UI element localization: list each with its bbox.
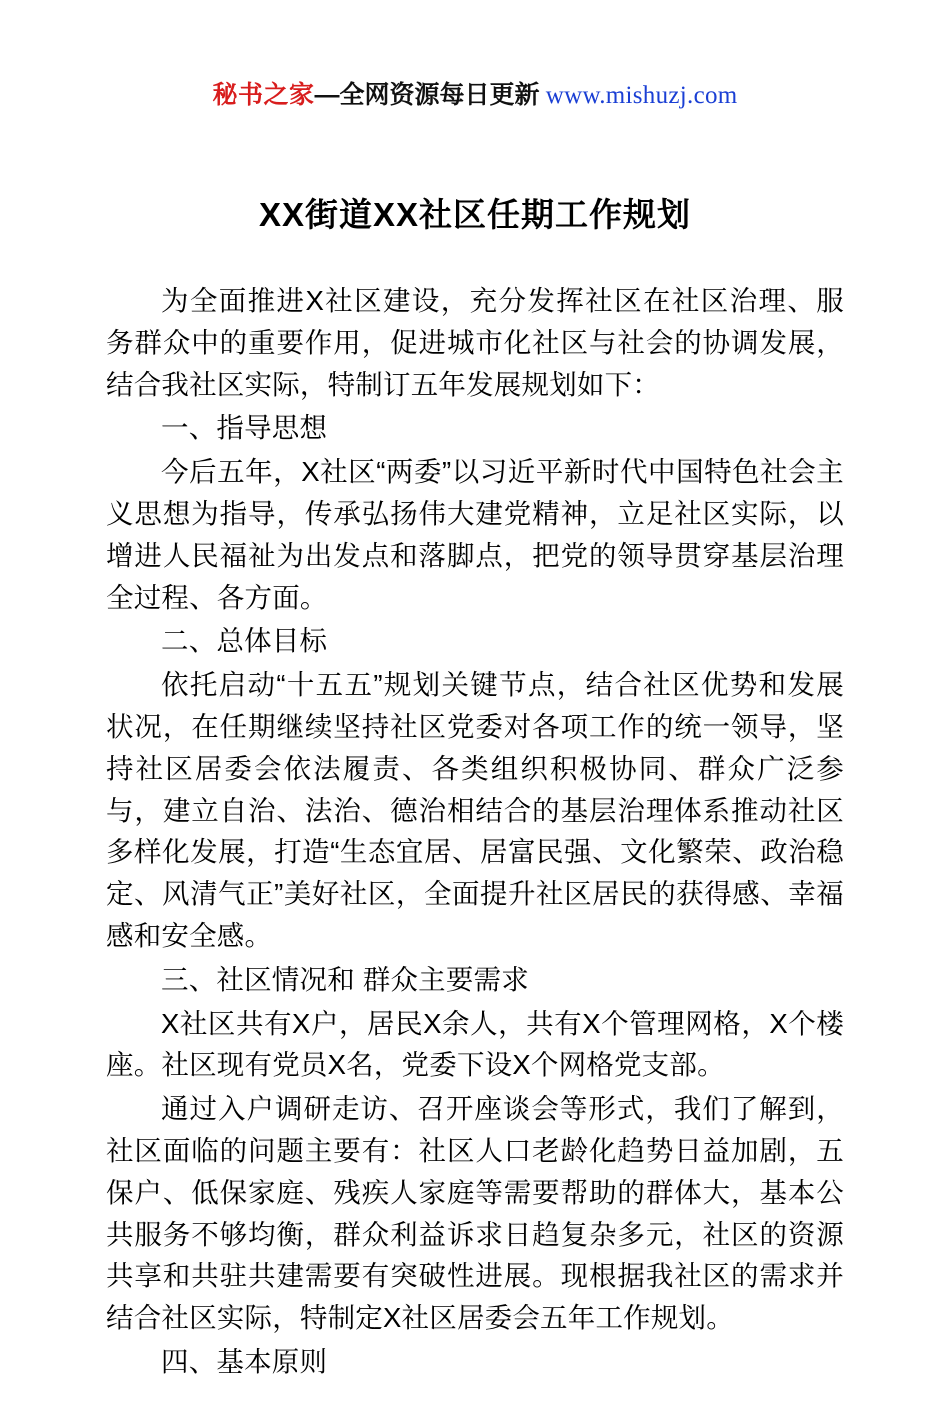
document-body [106, 280, 844, 1383]
section-heading: 二、总体目标 [161, 625, 328, 657]
watermark-brand: 秘书之家 [212, 81, 315, 109]
section-heading: 四、基本原则 [161, 1345, 328, 1377]
paragraph: X社区共有X户，居民X余人，共有X个管理网格，X个楼座。社区现有党员X名，党委下设X个网格党支部。 [106, 1007, 844, 1081]
watermark-site-url[interactable]: www.mishuzj.com [545, 82, 738, 109]
watermark-tagline: —全网资源每日更新 [314, 81, 540, 109]
page-title: XX街道XX社区任期工作规划 [258, 196, 692, 233]
section-heading: 一、指导思想 [161, 412, 328, 444]
site-watermark [106, 80, 844, 111]
paragraph: 为全面推进X社区建设，充分发挥社区在社区治理、服务群众中的重要作用，促进城市化社区与社会的协调发展，结合我社区实际，特制订五年发展规划如下： [106, 285, 844, 400]
section-heading: 三、社区情况和 群众主要需求 [161, 963, 529, 995]
paragraph: 通过入户调研走访、召开座谈会等形式，我们了解到，社区面临的问题主要有：社区人口老龄化趋势日益加剧，五保户、低保家庭、残疾人家庭等需要帮助的群体大，基本公共服务不够均衡，群众利益诉求日趋复杂多元，社区的资源共享和共驻共建需要有突破性进展。现根据我社区的需求并结合社区实际，特制定X社区居委会五年工作规划。 [106, 1093, 844, 1334]
paragraph: 今后五年，X社区“两委”以习近平新时代中国特色社会主义思想为指导，传承弘扬伟大建党精神，立足社区实际，以增进人民福祉为出发点和落脚点，把党的领导贯穿基层治理全过程、各方面。 [106, 456, 844, 613]
paragraph: 依托启动“十五五”规划关键节点，结合社区优势和发展状况，在任期继续坚持社区党委对各项工作的统一领导，坚持社区居委会依法履责、各类组织积极协同、群众广泛参与，建立自治、法治、德治相结合的基层治理体系推动社区多样化发展，打造“生态宜居、居富民强、文化繁荣、政治稳定、风清气正”美好社区，全面提升社区居民的获得感、幸福感和安全感。 [106, 669, 844, 951]
